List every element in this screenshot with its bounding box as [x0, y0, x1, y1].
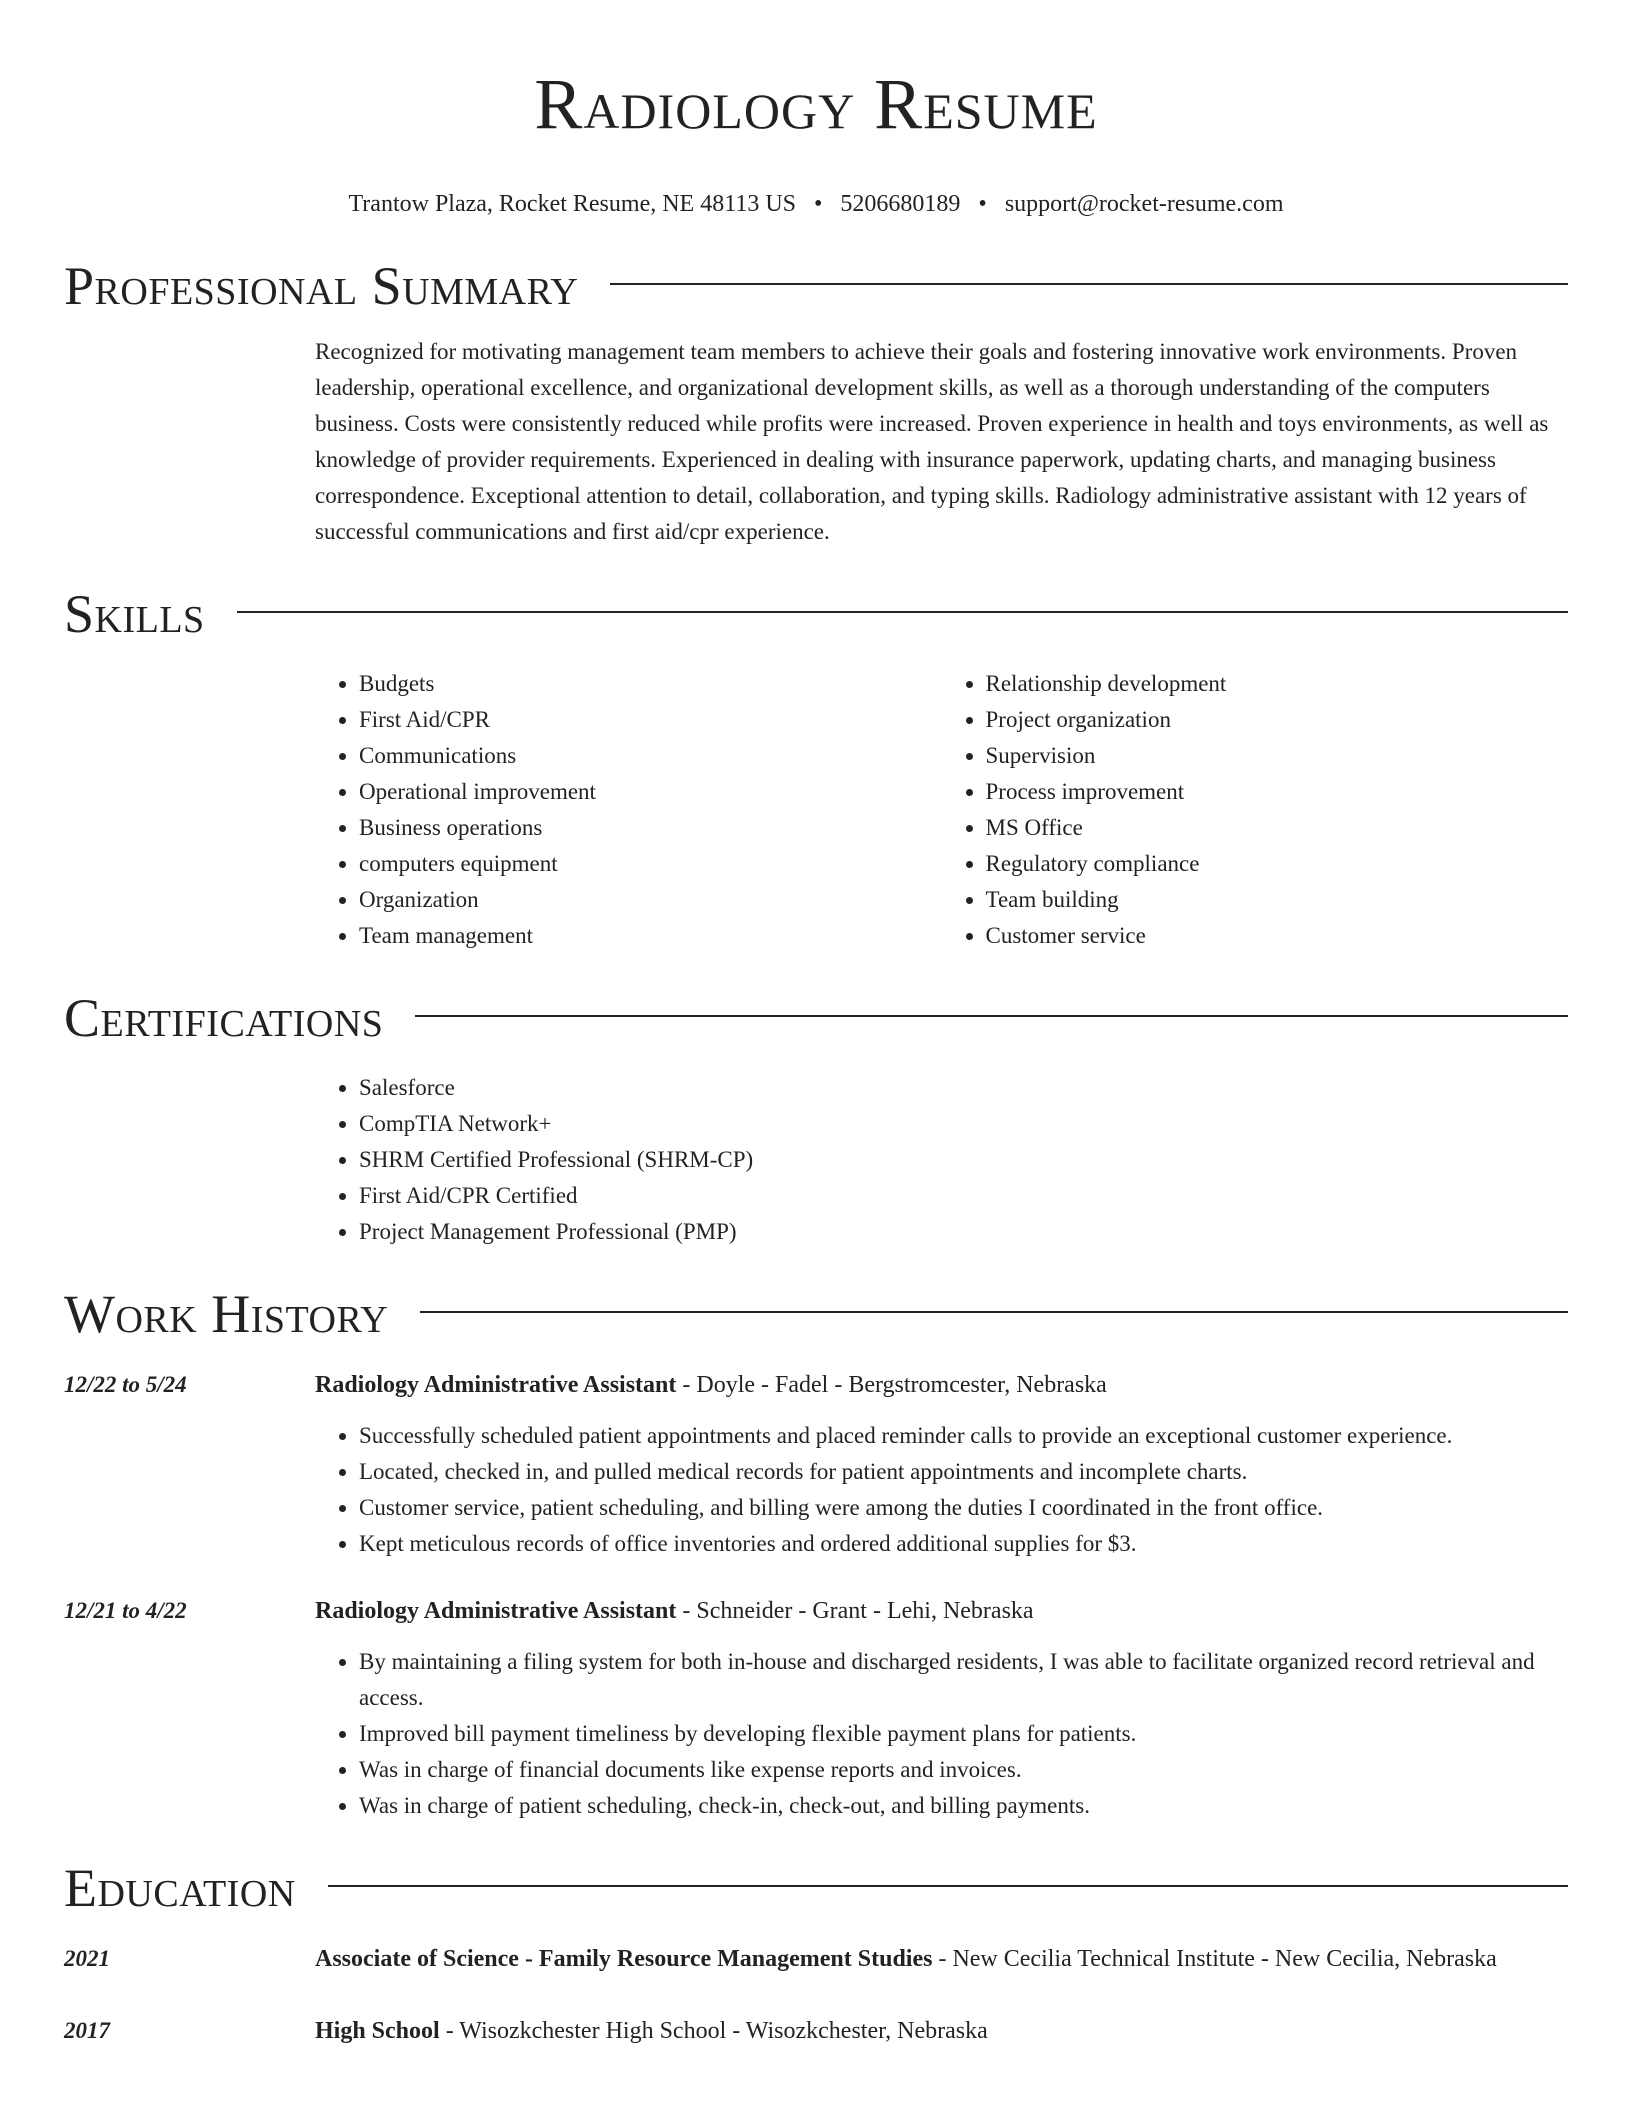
education-degree: Associate of Science - Family Resource Management Studies	[315, 1946, 933, 1972]
skill-item: • Communications	[359, 738, 942, 774]
job-employer: - Schneider - Grant - Lehi, Nebraska	[676, 1598, 1034, 1624]
skill-item: • Team building	[986, 882, 1569, 918]
skill-item: • Operational improvement	[359, 774, 942, 810]
certification-item: • First Aid/CPR Certified	[359, 1178, 1568, 1214]
job-entry	[64, 1592, 1568, 1824]
education-entry	[64, 2012, 1568, 2050]
job-title-line	[315, 1592, 1568, 1630]
certifications-list	[315, 1070, 1568, 1250]
education-detail	[315, 1940, 1568, 1978]
certification-item: • Project Management Professional (PMP)	[359, 1214, 1568, 1250]
skill-item: • First Aid/CPR	[359, 702, 942, 738]
job-title-line	[315, 1366, 1568, 1404]
skill-item: • Budgets	[359, 666, 942, 702]
job-detail	[315, 1592, 1568, 1824]
education-detail	[315, 2012, 1568, 2050]
job-title: Radiology Administrative Assistant	[315, 1598, 677, 1624]
resume-name: Radiology Resume	[534, 64, 1098, 144]
job-bullet: • Was in charge of patient scheduling, check-in, check-out, and billing payments.	[359, 1788, 1568, 1824]
skill-item: • Business operations	[359, 810, 942, 846]
job-bullet: • Kept meticulous records of office inventories and ordered additional supplies for $3.	[359, 1526, 1568, 1562]
skill-item: • Process improvement	[986, 774, 1569, 810]
certification-item: • SHRM Certified Professional (SHRM-CP)	[359, 1142, 1568, 1178]
education-section-header	[64, 1848, 1568, 1928]
job-bullet: • Improved bill payment timeliness by developing flexible payment plans for patients.	[359, 1716, 1568, 1752]
summary-text: Recognized for motivating management team members to achieve their goals and fostering innovative work environments. Proven leadership, operational excellence, and organizational development skills, as well as a thorough understanding of the computers business. Costs were consistently reduced while profits were increased. Proven experience in health and toys environments, as well as knowledge of provider requirements. Experienced in dealing with insurance paperwork, updating charts, and managing business correspondence. Exceptional attention to detail, collaboration, and typing skills. Radiology administrative assistant with 12 years of successful communications and first aid/cpr experience.	[315, 339, 1549, 544]
certification-item: • CompTIA Network+	[359, 1106, 1568, 1142]
job-detail	[315, 1366, 1568, 1562]
job-bullets	[315, 1418, 1568, 1562]
job-bullet: • Located, checked in, and pulled medical records for patient appointments and incomplete charts.	[359, 1454, 1568, 1490]
summary-section-header	[64, 246, 1568, 326]
skill-item: • Supervision	[986, 738, 1569, 774]
skill-item: • Relationship development	[986, 666, 1569, 702]
section-divider	[328, 1885, 1568, 1887]
section-divider	[237, 611, 1568, 613]
certifications-heading: Certifications	[64, 988, 384, 1048]
work-heading: Work History	[64, 1284, 389, 1344]
job-title: Radiology Administrative Assistant	[315, 1372, 677, 1398]
skills-section-header	[64, 574, 1568, 654]
skill-item: • Regulatory compliance	[986, 846, 1569, 882]
job-dates: 12/22 to 5/24	[64, 1372, 187, 1397]
education-year: 2021	[64, 1946, 110, 1971]
contact-phone: 5206680189	[840, 191, 961, 217]
contact-email: support@rocket-resume.com	[1004, 191, 1284, 217]
job-bullets	[315, 1644, 1568, 1824]
skill-item: • MS Office	[986, 810, 1569, 846]
job-bullet: • By maintaining a filing system for both in-house and discharged residents, I was able to facilitate organized record retrieval and access.	[359, 1644, 1568, 1716]
job-employer: - Doyle - Fadel - Bergstromcester, Nebraska	[676, 1372, 1107, 1398]
skills-column-left	[315, 666, 942, 954]
contact-separator: •	[978, 191, 987, 217]
skill-item: • Organization	[359, 882, 942, 918]
certification-item: • Salesforce	[359, 1070, 1568, 1106]
job-bullet: • Was in charge of financial documents like expense reports and invoices.	[359, 1752, 1568, 1788]
contact-line	[64, 186, 1568, 222]
contact-address: Trantow Plaza, Rocket Resume, NE 48113 US	[348, 191, 796, 217]
certifications-ul	[315, 1070, 1568, 1250]
skill-item: • computers equipment	[359, 846, 942, 882]
education-school: - Wisozkchester High School - Wisozkchester, Nebraska	[439, 2018, 988, 2044]
certifications-section-header	[64, 978, 1568, 1058]
skill-item: • Team management	[359, 918, 942, 954]
education-year: 2017	[64, 2018, 110, 2043]
education-degree: High School	[315, 2018, 440, 2044]
section-divider	[420, 1311, 1568, 1313]
resume-page	[64, 0, 1568, 2050]
education-school: - New Cecilia Technical Institute - New Cecilia, Nebraska	[932, 1946, 1497, 1972]
job-dates: 12/21 to 4/22	[64, 1598, 187, 1623]
skills-column-right	[942, 666, 1569, 954]
job-entry	[64, 1366, 1568, 1562]
job-bullet: • Successfully scheduled patient appointments and placed reminder calls to provide an exceptional customer experience.	[359, 1418, 1568, 1454]
section-divider	[610, 283, 1568, 285]
job-bullet: • Customer service, patient scheduling, and billing were among the duties I coordinated in the front office.	[359, 1490, 1568, 1526]
education-heading: Education	[64, 1858, 296, 1918]
skills-heading: Skills	[64, 584, 205, 644]
summary-heading: Professional Summary	[64, 256, 579, 316]
contact-separator: •	[814, 191, 823, 217]
work-section-header	[64, 1274, 1568, 1354]
skill-item: • Customer service	[986, 918, 1569, 954]
skills-list	[315, 666, 1568, 954]
education-entry	[64, 1940, 1568, 1978]
section-divider	[415, 1015, 1568, 1017]
skill-item: • Project organization	[986, 702, 1569, 738]
